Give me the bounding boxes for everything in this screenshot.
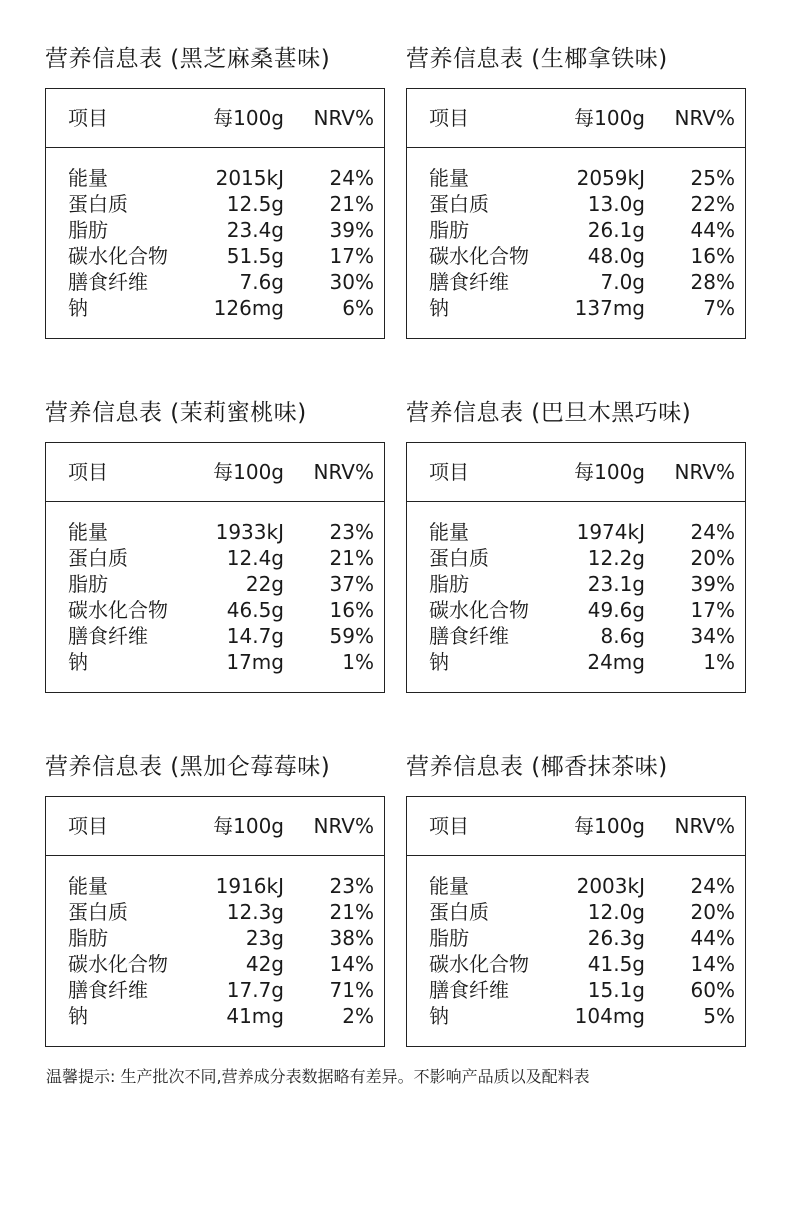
nutrient-value: 137mg (574, 296, 645, 320)
nutrient-value: 126mg (213, 296, 284, 320)
nutrient-name: 钠 (429, 650, 449, 674)
table-row (46, 649, 384, 675)
table-row (407, 191, 745, 217)
table-row (407, 649, 745, 675)
header-item: 项目 (68, 814, 108, 838)
table-header-row (407, 443, 745, 502)
nutrient-nrv: 44% (690, 218, 735, 242)
nutrient-name: 膳食纤维 (68, 978, 148, 1002)
nutrient-nrv: 30% (329, 270, 374, 294)
table-row (46, 925, 384, 951)
table-header-row (46, 797, 384, 856)
nutrient-name: 脂肪 (68, 218, 108, 242)
footer-note: 温馨提示: 生产批次不同,营养成分表数据略有差异。不影响产品质以及配料表 (46, 1067, 590, 1086)
table-row (46, 597, 384, 623)
nutrient-value: 41mg (226, 1004, 284, 1028)
nutrient-value: 2015kJ (215, 166, 284, 190)
nutrient-nrv: 71% (329, 978, 374, 1002)
header-item: 项目 (429, 814, 469, 838)
header-nrv: NRV% (674, 814, 735, 838)
header-per100g: 每100g (574, 460, 645, 484)
nutrient-name: 蛋白质 (429, 192, 489, 216)
nutrient-name: 脂肪 (429, 926, 469, 950)
nutrient-nrv: 39% (329, 218, 374, 242)
nutrient-nrv: 39% (690, 572, 735, 596)
nutrient-value: 24mg (587, 650, 645, 674)
table-row (407, 925, 745, 951)
table-row (46, 951, 384, 977)
nutrient-value: 46.5g (226, 598, 284, 622)
nutrient-nrv: 20% (690, 546, 735, 570)
nutrient-nrv: 16% (690, 244, 735, 268)
nutrient-value: 51.5g (226, 244, 284, 268)
nutrient-value: 17mg (226, 650, 284, 674)
nutrient-value: 1974kJ (576, 520, 645, 544)
nutrient-value: 2003kJ (576, 874, 645, 898)
nutrient-value: 15.1g (587, 978, 645, 1002)
nutrient-name: 蛋白质 (429, 546, 489, 570)
table-row (407, 597, 745, 623)
nutrient-nrv: 17% (690, 598, 735, 622)
header-nrv: NRV% (313, 814, 374, 838)
nutrition-table (45, 442, 385, 693)
nutrient-name: 碳水化合物 (429, 244, 529, 268)
nutrient-value: 22g (245, 572, 284, 596)
header-item: 项目 (429, 460, 469, 484)
header-item: 项目 (68, 460, 108, 484)
table-row (407, 295, 745, 321)
table-row (407, 519, 745, 545)
nutrient-name: 脂肪 (68, 572, 108, 596)
nutrient-value: 26.1g (587, 218, 645, 242)
nutrient-value: 12.5g (226, 192, 284, 216)
table-body (46, 165, 384, 321)
nutrient-nrv: 6% (342, 296, 374, 320)
nutrient-nrv: 28% (690, 270, 735, 294)
nutrition-table (406, 796, 746, 1047)
nutrient-name: 能量 (429, 520, 469, 544)
nutrient-name: 能量 (429, 874, 469, 898)
nutrient-value: 12.4g (226, 546, 284, 570)
nutrient-value: 7.0g (600, 270, 645, 294)
nutrient-nrv: 24% (329, 166, 374, 190)
table-row (46, 519, 384, 545)
nutrient-name: 膳食纤维 (429, 270, 509, 294)
nutrient-value: 12.0g (587, 900, 645, 924)
nutrient-name: 膳食纤维 (68, 270, 148, 294)
nutrient-value: 23g (245, 926, 284, 950)
header-per100g: 每100g (574, 106, 645, 130)
nutrient-nrv: 16% (329, 598, 374, 622)
nutrient-nrv: 21% (329, 900, 374, 924)
nutrient-nrv: 14% (329, 952, 374, 976)
header-per100g: 每100g (574, 814, 645, 838)
nutrient-name: 能量 (429, 166, 469, 190)
nutrient-name: 能量 (68, 520, 108, 544)
table-body (407, 165, 745, 321)
nutrient-name: 膳食纤维 (429, 624, 509, 648)
nutrient-nrv: 21% (329, 192, 374, 216)
nutrient-name: 脂肪 (68, 926, 108, 950)
nutrient-nrv: 1% (342, 650, 374, 674)
table-row (407, 217, 745, 243)
nutrient-nrv: 1% (703, 650, 735, 674)
nutrient-nrv: 34% (690, 624, 735, 648)
nutrient-nrv: 20% (690, 900, 735, 924)
nutrient-nrv: 60% (690, 978, 735, 1002)
table-row (46, 623, 384, 649)
table-row (46, 873, 384, 899)
nutrient-nrv: 17% (329, 244, 374, 268)
table-row (407, 951, 745, 977)
nutrient-nrv: 7% (703, 296, 735, 320)
nutrient-value: 13.0g (587, 192, 645, 216)
table-row (407, 269, 745, 295)
nutrient-nrv: 59% (329, 624, 374, 648)
nutrition-table (406, 88, 746, 339)
table-header-row (46, 443, 384, 502)
nutrient-name: 钠 (429, 296, 449, 320)
nutrient-name: 脂肪 (429, 572, 469, 596)
header-nrv: NRV% (313, 460, 374, 484)
nutrient-value: 7.6g (239, 270, 284, 294)
nutrient-name: 膳食纤维 (68, 624, 148, 648)
nutrient-name: 钠 (68, 296, 88, 320)
panel-title: 营养信息表 (巴旦木黑巧味) (406, 400, 692, 426)
nutrient-nrv: 38% (329, 926, 374, 950)
panel-title: 营养信息表 (黑芝麻桑葚味) (45, 46, 331, 72)
table-body (46, 873, 384, 1029)
header-per100g: 每100g (213, 460, 284, 484)
nutrient-name: 蛋白质 (429, 900, 489, 924)
nutrition-table (45, 88, 385, 339)
nutrient-nrv: 23% (329, 874, 374, 898)
nutrient-name: 脂肪 (429, 218, 469, 242)
table-header-row (407, 797, 745, 856)
nutrient-name: 蛋白质 (68, 546, 128, 570)
nutrient-nrv: 23% (329, 520, 374, 544)
table-row (407, 977, 745, 1003)
nutrient-name: 蛋白质 (68, 900, 128, 924)
nutrient-nrv: 2% (342, 1004, 374, 1028)
nutrient-name: 钠 (68, 1004, 88, 1028)
nutrition-table (45, 796, 385, 1047)
panel-title: 营养信息表 (茉莉蜜桃味) (45, 400, 307, 426)
panel-title: 营养信息表 (黑加仑莓莓味) (45, 754, 331, 780)
nutrient-nrv: 5% (703, 1004, 735, 1028)
nutrient-value: 42g (245, 952, 284, 976)
nutrient-nrv: 14% (690, 952, 735, 976)
nutrient-nrv: 21% (329, 546, 374, 570)
nutrient-value: 12.3g (226, 900, 284, 924)
nutrition-table (406, 442, 746, 693)
nutrient-value: 1916kJ (215, 874, 284, 898)
nutrient-value: 49.6g (587, 598, 645, 622)
table-row (46, 977, 384, 1003)
header-nrv: NRV% (674, 460, 735, 484)
nutrient-value: 48.0g (587, 244, 645, 268)
header-item: 项目 (429, 106, 469, 130)
table-row (46, 545, 384, 571)
header-nrv: NRV% (313, 106, 374, 130)
table-row (407, 571, 745, 597)
nutrient-value: 17.7g (226, 978, 284, 1002)
table-row (46, 295, 384, 321)
nutrient-name: 碳水化合物 (68, 244, 168, 268)
header-nrv: NRV% (674, 106, 735, 130)
table-row (407, 623, 745, 649)
nutrient-name: 钠 (429, 1004, 449, 1028)
nutrient-nrv: 37% (329, 572, 374, 596)
table-header-row (407, 89, 745, 148)
nutrient-nrv: 24% (690, 874, 735, 898)
nutrient-value: 12.2g (587, 546, 645, 570)
nutrient-name: 膳食纤维 (429, 978, 509, 1002)
nutrient-name: 碳水化合物 (429, 952, 529, 976)
table-body (407, 873, 745, 1029)
nutrient-value: 104mg (574, 1004, 645, 1028)
nutrient-name: 蛋白质 (68, 192, 128, 216)
nutrient-value: 2059kJ (576, 166, 645, 190)
table-row (46, 269, 384, 295)
nutrient-value: 23.1g (587, 572, 645, 596)
table-row (407, 899, 745, 925)
table-body (407, 519, 745, 675)
nutrient-name: 碳水化合物 (68, 952, 168, 976)
header-per100g: 每100g (213, 814, 284, 838)
table-row (407, 545, 745, 571)
nutrient-nrv: 25% (690, 166, 735, 190)
table-row (46, 243, 384, 269)
nutrient-name: 能量 (68, 166, 108, 190)
table-header-row (46, 89, 384, 148)
nutrient-value: 8.6g (600, 624, 645, 648)
panel-title: 营养信息表 (椰香抹茶味) (406, 754, 668, 780)
nutrient-name: 能量 (68, 874, 108, 898)
table-row (46, 1003, 384, 1029)
nutrient-value: 1933kJ (215, 520, 284, 544)
nutrient-name: 碳水化合物 (429, 598, 529, 622)
nutrient-nrv: 24% (690, 520, 735, 544)
header-item: 项目 (68, 106, 108, 130)
header-per100g: 每100g (213, 106, 284, 130)
table-row (46, 899, 384, 925)
nutrient-nrv: 44% (690, 926, 735, 950)
nutrient-value: 41.5g (587, 952, 645, 976)
table-row (46, 571, 384, 597)
table-row (407, 165, 745, 191)
nutrient-name: 钠 (68, 650, 88, 674)
nutrient-name: 碳水化合物 (68, 598, 168, 622)
nutrient-value: 26.3g (587, 926, 645, 950)
table-body (46, 519, 384, 675)
nutrient-value: 14.7g (226, 624, 284, 648)
table-row (407, 1003, 745, 1029)
table-row (46, 191, 384, 217)
table-row (46, 165, 384, 191)
table-row (407, 243, 745, 269)
table-row (407, 873, 745, 899)
nutrient-value: 23.4g (226, 218, 284, 242)
table-row (46, 217, 384, 243)
panel-title: 营养信息表 (生椰拿铁味) (406, 46, 668, 72)
nutrient-nrv: 22% (690, 192, 735, 216)
